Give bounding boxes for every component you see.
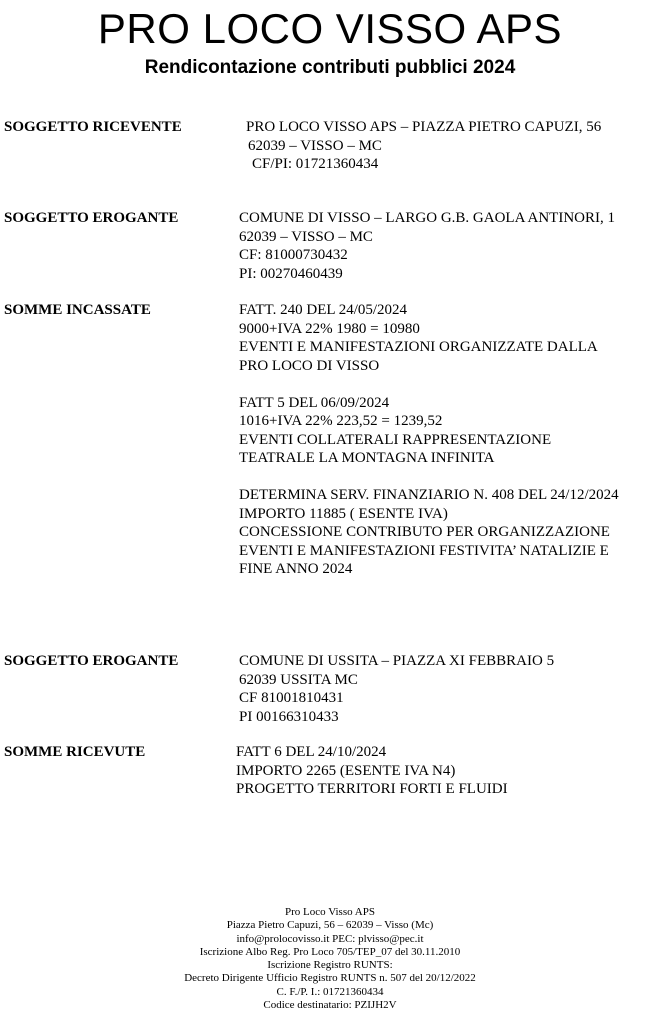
entry-line: EVENTI E MANIFESTAZIONI ORGANIZZATE DALLA [239, 339, 598, 355]
detail-line: COMUNE DI VISSO – LARGO G.B. GAOLA ANTINORI, 1 [239, 210, 615, 226]
entry-line: FATT 5 DEL 06/09/2024 [239, 394, 390, 411]
entry-line: EVENTI COLLATERALI RAPPRESENTAZIONE [239, 431, 552, 448]
detail-line: 62039 USSITA MC [239, 671, 358, 688]
label-somme-incassate: SOMME INCASSATE [4, 302, 151, 318]
detail-line: PI: 00270460439 [239, 265, 343, 282]
soggetto-erogante-ussita-details [239, 652, 554, 726]
entry-line: EVENTI E MANIFESTAZIONI FESTIVITA’ NATALIZIE E [239, 542, 609, 559]
entry-line: FINE ANNO 2024 [239, 561, 353, 577]
somme-incassate-details [239, 301, 619, 579]
detail-line: FATT 6 DEL 24/10/2024 [236, 744, 387, 760]
entry-line: IMPORTO 11885 ( ESENTE IVA) [239, 505, 448, 522]
footer-org-name: Pro Loco Visso APS [285, 906, 375, 918]
label-somme-ricevute: SOMME RICEVUTE [4, 744, 146, 760]
entry-line: FATT. 240 DEL 24/05/2024 [239, 302, 408, 318]
detail-line: CF: 81000730432 [239, 247, 348, 263]
detail-line: CF/PI: 01721360434 [252, 156, 379, 172]
label-soggetto-ricevente: SOGGETTO RICEVENTE [4, 119, 182, 135]
document-title: PRO LOCO VISSO APS [97, 5, 563, 52]
label-soggetto-erogante-ussita: SOGGETTO EROGANTE [4, 653, 179, 669]
entry-line: 9000+IVA 22% 1980 = 10980 [239, 320, 420, 337]
footer-contacts: info@prolocovisso.it PEC: plvisso@pec.it [236, 932, 424, 945]
footer-runts-title: Iscrizione Registro RUNTS: [267, 959, 393, 972]
detail-line: 62039 – VISSO – MC [239, 228, 373, 245]
footer-address: Piazza Pietro Capuzi, 56 – 62039 – Visso (Mc) [226, 919, 434, 932]
footer-albo: Iscrizione Albo Reg. Pro Loco 705/TEP_07 del 30.11.2010 [199, 945, 461, 958]
entry-line: PRO LOCO DI VISSO [239, 357, 380, 374]
footer-runts-decree: Decreto Dirigente Ufficio Registro RUNTS n. 507 del 20/12/2022 [184, 972, 476, 985]
footer-recipient-code: Codice destinatario: PZIJH2V [263, 999, 397, 1012]
entry-line: TEATRALE LA MONTAGNA INFINITA [239, 450, 495, 466]
soggetto-ricevente-details [246, 118, 601, 174]
detail-line: PRO LOCO VISSO APS – PIAZZA PIETRO CAPUZI, 56 [246, 119, 602, 135]
document-subtitle: Rendicontazione contributi pubblici 2024 [144, 57, 516, 78]
detail-line: 62039 – VISSO – MC [248, 137, 382, 154]
detail-line: IMPORTO 2265 (ESENTE IVA N4) [236, 762, 456, 779]
detail-line: PROGETTO TERRITORI FORTI E FLUIDI [236, 781, 508, 797]
footer [0, 906, 660, 1012]
soggetto-erogante-visso-details [239, 209, 615, 283]
detail-line: COMUNE DI USSITA – PIAZZA XI FEBBRAIO 5 [239, 653, 555, 669]
footer-tax-code: C. F./P. I.: 01721360434 [276, 985, 384, 998]
entry-line: CONCESSIONE CONTRIBUTO PER ORGANIZZAZIONE [239, 524, 610, 540]
entry-line: DETERMINA SERV. FINANZIARIO N. 408 DEL 24/12/2024 [239, 487, 619, 503]
entry-line: 1016+IVA 22% 223,52 = 1239,52 [239, 413, 443, 429]
detail-line: CF 81001810431 [239, 690, 344, 706]
label-soggetto-erogante-visso: SOGGETTO EROGANTE [4, 210, 179, 226]
detail-line: PI 00166310433 [239, 708, 339, 725]
somme-ricevute-details [236, 743, 508, 799]
